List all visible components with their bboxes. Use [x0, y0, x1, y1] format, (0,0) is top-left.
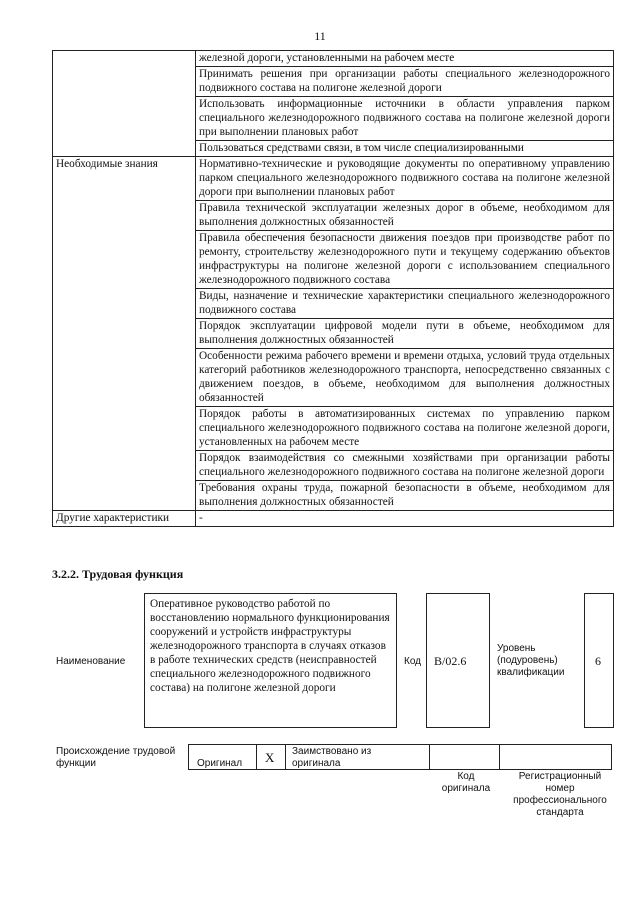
knowledge-label: Необходимые знания — [53, 157, 196, 511]
origin-code-cell — [429, 744, 500, 770]
original-mark-cell — [256, 744, 286, 770]
qualification-level-label: Уровень (подуровень) квалификации — [497, 643, 565, 678]
table-cell: железной дороги, установленными на рабочем месте — [196, 51, 614, 67]
original-mark: X — [265, 750, 275, 765]
level-value: 6 — [595, 654, 601, 668]
empty-label-cell — [53, 51, 196, 157]
table-row — [53, 157, 614, 201]
original-label: Оригинал — [197, 758, 243, 769]
table-cell: Пользоваться средствами связи, в том числе специализированными — [196, 141, 614, 157]
table-cell: Порядок работы в автоматизированных системах по управлению парком специального железнодорожного подвижного состава на полигоне железной дороги, установленных на рабочем месте — [196, 407, 614, 451]
table-cell: Порядок взаимодействия со смежными хозяйствами при организации работы специального железнодорожного подвижного состава на полигоне железной дороги — [196, 451, 614, 481]
knowledge-skills-table — [52, 50, 614, 527]
function-name-box: Оперативное руководство работой по восстановлению нормального функционирования сооружений и устройств инфраструктуры железнодорожного транспорта в случаях отказов в работе технических средств (неисправностей специального железнодорожного подвижного состава) на полигоне железной дороги — [144, 593, 397, 728]
origin-code-caption: Код оригинала — [441, 771, 491, 794]
table-cell: Порядок эксплуатации цифровой модели пути в объеме, необходимом для выполнения должностных обязанностей — [196, 319, 614, 349]
table-row — [53, 51, 614, 67]
reg-number-cell — [499, 744, 612, 770]
code-value: B/02.6 — [434, 654, 467, 668]
table-cell: Особенности режима рабочего времени и времени отдыха, условий труда отдельных категорий работников железнодорожного транспорта, непосредственно связанных с движением поездов, в объеме, необходимом для выполнения должностных обязанностей — [196, 349, 614, 407]
table-cell: Требования охраны труда, пожарной безопасности в объеме, необходимом для выполнения должностных обязанностей — [196, 481, 614, 511]
other-characteristics-label: Другие характеристики — [53, 511, 196, 527]
table-cell: Правила технической эксплуатации железных дорог в объеме, необходимом для выполнения должностных обязанностей — [196, 201, 614, 231]
table-cell: Принимать решения при организации работы специального железнодорожного подвижного состава на полигоне железной дороги — [196, 67, 614, 97]
original-cell — [188, 744, 257, 770]
other-characteristics-value: - — [196, 511, 614, 527]
code-label: Код — [404, 656, 422, 667]
table-cell: Виды, назначение и технические характеристики специального железнодорожного подвижного состава — [196, 289, 614, 319]
name-label: Наименование — [56, 656, 126, 667]
reg-number-caption: Регистрационный номер профессионального стандарта — [513, 771, 607, 818]
origin-row — [188, 744, 612, 770]
origin-label: Происхождение трудовой функции — [56, 746, 176, 769]
borrowed-cell — [285, 744, 430, 770]
table-cell: Правила обеспечения безопасности движения поездов при производстве работ по ремонту, строительству железнодорожного пути и текущему содержанию объектов инфраструктуры на полигоне железной дороги с использованием специального железнодорожного подвижного состава — [196, 231, 614, 289]
table-row — [53, 511, 614, 527]
borrowed-label: Заимствовано из оригинала — [292, 746, 372, 769]
table-cell: Нормативно-технические и руководящие документы по оперативному управлению парком специального железнодорожного подвижного состава на полигоне железной дороги при выполнении плановых работ — [196, 157, 614, 201]
table-cell: Использовать информационные источники в области управления парком специального железнодорожного подвижного состава на полигоне железной дороги при выполнении плановых работ — [196, 97, 614, 141]
page-number: 11 — [314, 29, 326, 43]
section-title: 3.2.2. Трудовая функция — [52, 567, 184, 581]
